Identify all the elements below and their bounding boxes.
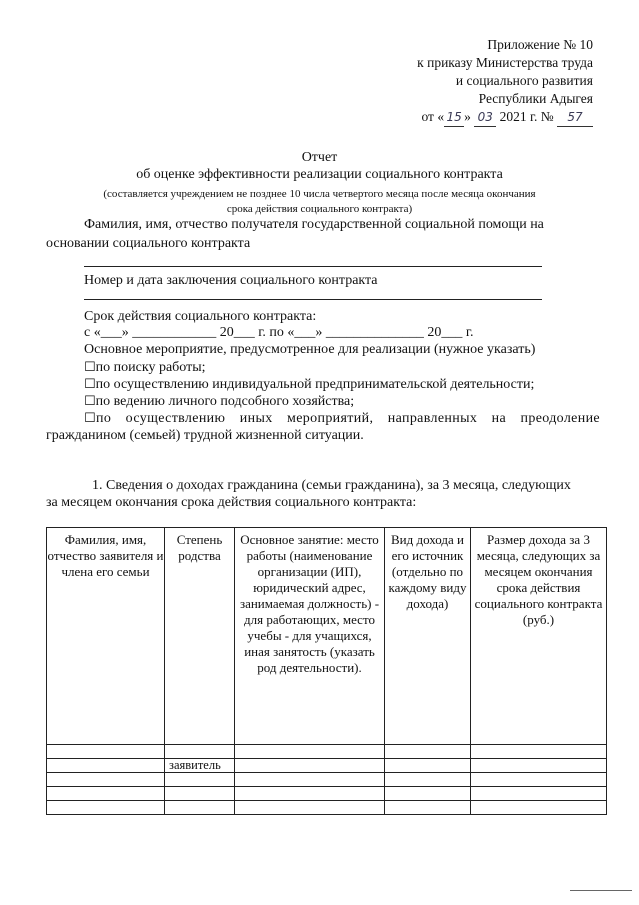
header-occupation: Основное занятие: место работы (наименование организации (ИП), юридический адрес, занимаемая должность) - для работающих, место учебы - для учащихся, иная занятость (указать род деятельности).: [235, 528, 385, 745]
table-cell[interactable]: [47, 801, 165, 815]
table-row: [47, 745, 607, 759]
table-cell[interactable]: [471, 787, 607, 801]
table-row: [47, 773, 607, 787]
date-separator: »: [464, 109, 471, 124]
scan-edge-mark: [570, 890, 632, 891]
table-cell[interactable]: [385, 745, 471, 759]
option-label: по поиску работы;: [95, 360, 206, 375]
option-other-line2: гражданином (семьей) трудной жизненной ситуации.: [46, 428, 364, 443]
header-relation: Степень родства: [165, 528, 235, 745]
checkbox-icon[interactable]: ☐: [84, 377, 96, 392]
table-cell[interactable]: [385, 801, 471, 815]
table-cell[interactable]: [165, 773, 235, 787]
order-number-handwritten: 57: [557, 109, 593, 127]
appendix-ministry-line: и социального развития: [455, 73, 593, 88]
table-cell[interactable]: [385, 773, 471, 787]
table-cell[interactable]: [385, 787, 471, 801]
appendix-republic-line: Республики Адыгея: [478, 91, 593, 106]
option-label: по осуществлению иных мероприятий, направленных на преодоление: [96, 411, 600, 426]
table-header-row: [47, 528, 607, 745]
table-cell[interactable]: [47, 787, 165, 801]
checkbox-icon[interactable]: ☐: [84, 394, 96, 409]
option-label: по осуществлению индивидуальной предпринимательской деятельности;: [95, 377, 535, 392]
table-row: [47, 759, 607, 773]
option-job-search: [84, 360, 206, 376]
date-month-handwritten: 03: [474, 109, 496, 127]
date-prefix: от «: [421, 109, 445, 124]
main-activity-label: Основное мероприятие, предусмотренное для реализации (нужное указать): [84, 342, 536, 357]
appendix-order-line: к приказу Министерства труда: [417, 55, 593, 70]
option-label: по ведению личного подсобного хозяйства;: [95, 394, 355, 409]
fio-fill-line: [84, 266, 542, 267]
term-label: Срок действия социального контракта:: [84, 309, 317, 324]
fio-label-line2: основании социального контракта: [46, 236, 251, 251]
report-note-line2: срока действия социального контракта): [226, 203, 413, 215]
table-cell[interactable]: [471, 759, 607, 773]
income-table: [46, 527, 607, 815]
table-cell[interactable]: [165, 801, 235, 815]
table-cell[interactable]: [165, 745, 235, 759]
table-cell[interactable]: [235, 773, 385, 787]
header-income-amount: Размер дохода за 3 месяца, следующих за месяцем окончания срока действия социального контракта (руб.): [471, 528, 607, 745]
report-title: Отчет: [301, 150, 338, 165]
header-income-type: Вид дохода и его источник (отдельно по каждому виду дохода): [385, 528, 471, 745]
table-cell[interactable]: [471, 773, 607, 787]
date-year: 2021 г. №: [496, 109, 557, 124]
appendix-number: Приложение № 10: [487, 37, 593, 52]
table-row: [47, 801, 607, 815]
report-note-line1: (составляется учреждением не позднее 10 числа четвертого месяца после месяца окончания: [103, 188, 536, 200]
section1-heading-line2: за месяцем окончания срока действия социального контракта:: [46, 495, 417, 510]
table-cell[interactable]: [471, 745, 607, 759]
term-fill-line: с «___» ____________ 20___ г. по «___» ______________ 20___ г.: [84, 325, 474, 340]
table-cell[interactable]: [235, 759, 385, 773]
contract-fill-line: [84, 299, 542, 300]
checkbox-icon[interactable]: ☐: [84, 411, 97, 426]
table-cell-relation-applicant[interactable]: заявитель: [165, 759, 235, 773]
table-cell[interactable]: [47, 759, 165, 773]
checkbox-icon[interactable]: ☐: [84, 360, 96, 375]
report-subtitle: об оценке эффективности реализации социального контракта: [136, 167, 503, 182]
table-cell[interactable]: [235, 787, 385, 801]
fio-label-line1: Фамилия, имя, отчество получателя государственной социальной помощи на: [84, 217, 544, 232]
table-row: [47, 787, 607, 801]
header-fio: Фамилия, имя, отчество заявителя и члена его семьи: [47, 528, 165, 745]
table-cell[interactable]: [471, 801, 607, 815]
date-day-handwritten: 15: [444, 109, 464, 127]
contract-number-label: Номер и дата заключения социального контракта: [84, 273, 378, 288]
table-cell[interactable]: [165, 787, 235, 801]
table-cell[interactable]: [235, 801, 385, 815]
option-household: [84, 394, 354, 410]
table-cell[interactable]: [235, 745, 385, 759]
order-date-line: [421, 108, 593, 127]
section1-heading-line1: 1. Сведения о доходах гражданина (семьи гражданина), за 3 месяца, следующих: [92, 478, 571, 493]
option-other-measures: [84, 411, 600, 427]
option-entrepreneurship: [84, 377, 534, 393]
table-cell[interactable]: [385, 759, 471, 773]
table-cell[interactable]: [47, 773, 165, 787]
table-cell[interactable]: [47, 745, 165, 759]
